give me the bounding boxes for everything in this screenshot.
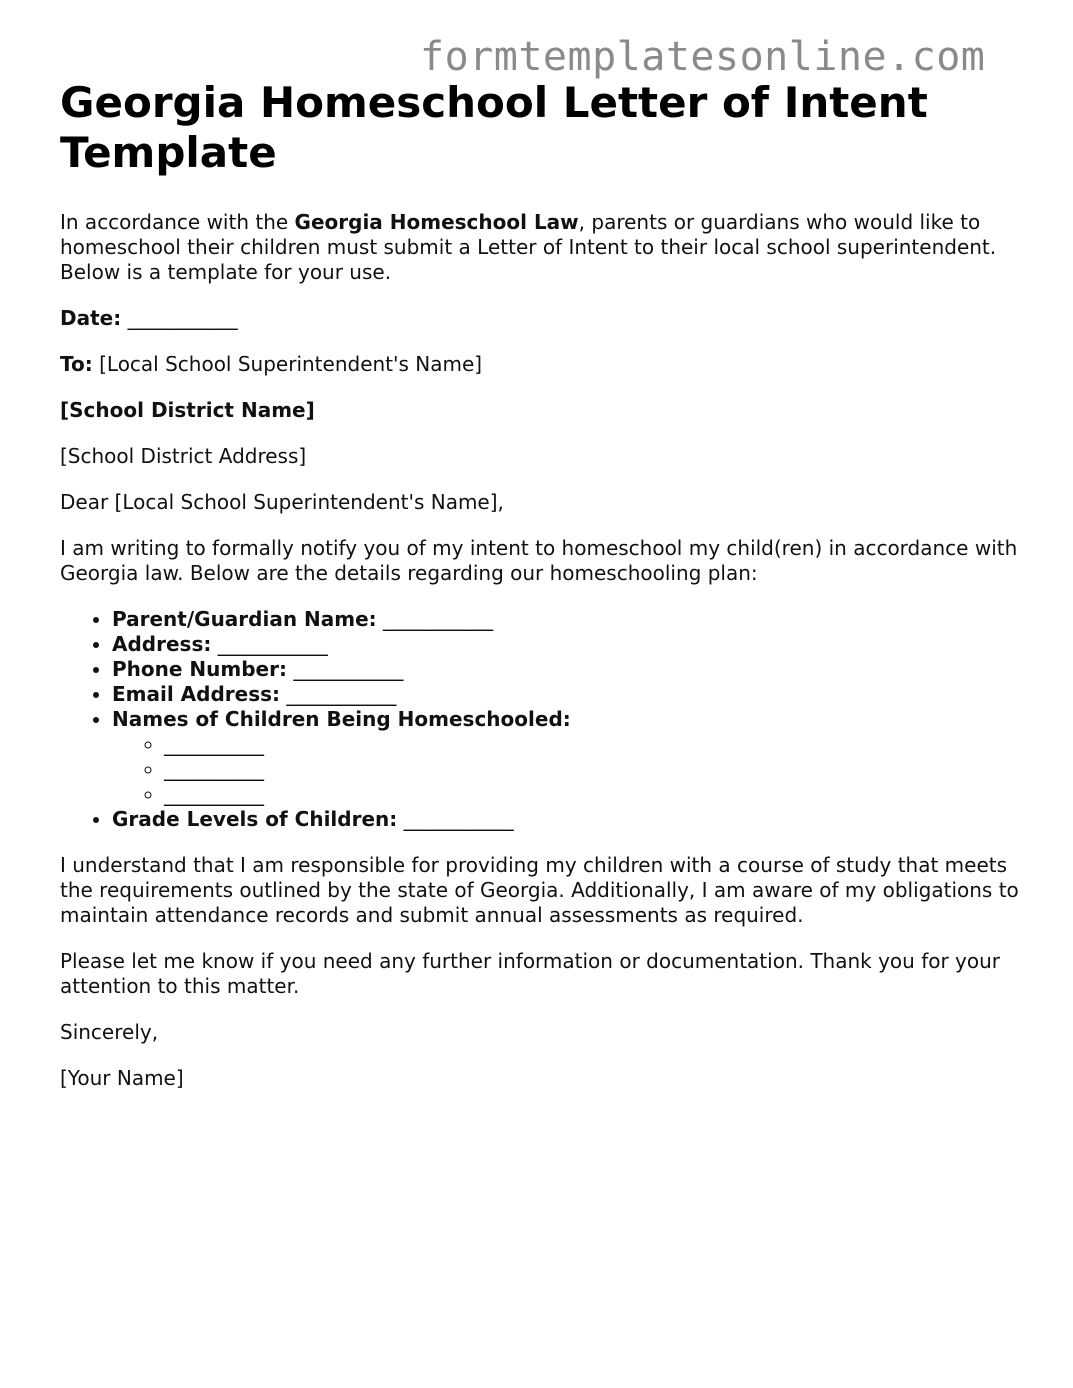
body-paragraph-3: Please let me know if you need any further information or documentation. Thank you for your attention to this matter. xyxy=(60,949,1001,998)
body-paragraph-1: I am writing to formally notify you of my intent to homeschool my child(ren) in accordance with Georgia law. Below are the details regarding our homeschooling plan: xyxy=(60,536,1018,585)
list-item-address xyxy=(112,632,1020,657)
to-value: [Local School Superintendent's Name] xyxy=(99,352,483,376)
intro-after: , parents or guardians who would like to homeschool their children must submit a Letter of Intent to their local school superintendent. Below is a template for your use. xyxy=(60,210,997,284)
child-blank-3: ◦ __________ xyxy=(164,782,1020,807)
child-blank-2: ◦ __________ xyxy=(164,757,1020,782)
list-item-grade xyxy=(112,807,1020,832)
list-item-parent xyxy=(112,607,1020,632)
body-paragraph-2: I understand that I am responsible for providing my children with a course of study that meets the requirements outlined by the state of Georgia. Additionally, I am aware of my obligations to maintain attendance records and submit annual assessments as required. xyxy=(60,853,1019,927)
intro-law: Georgia Homeschool Law xyxy=(294,210,579,234)
date-label: Date: xyxy=(60,306,122,330)
parent-blank: ___________ xyxy=(383,607,494,631)
closing: Sincerely, xyxy=(60,1020,159,1044)
district-name-text: [School District Name] xyxy=(60,398,315,422)
watermark: formtemplatesonline.com xyxy=(420,34,986,80)
list-item-phone xyxy=(112,657,1020,682)
address-label: Address: xyxy=(112,632,212,656)
details-list xyxy=(60,607,1020,832)
email-label: Email Address: xyxy=(112,682,281,706)
address-blank: ___________ xyxy=(217,632,328,656)
date-blank: ___________ xyxy=(127,306,238,330)
parent-label: Parent/Guardian Name: xyxy=(112,607,377,631)
phone-label: Phone Number: xyxy=(112,657,287,681)
to-line xyxy=(60,352,1020,377)
intro-before: In accordance with the xyxy=(60,210,295,234)
phone-blank: ___________ xyxy=(293,657,404,681)
intro-paragraph xyxy=(60,210,1020,285)
salutation: Dear [Local School Superintendent's Name], xyxy=(60,490,504,514)
district-address: [School District Address] xyxy=(60,444,307,468)
document-page xyxy=(60,78,1020,1112)
district-name xyxy=(60,398,1020,423)
document-title: Georgia Homeschool Letter of Intent Template xyxy=(60,78,928,177)
list-item-email xyxy=(112,682,1020,707)
children-label: Names of Children Being Homeschooled: xyxy=(112,707,571,731)
children-sublist xyxy=(112,732,1020,807)
list-item-children xyxy=(112,707,1020,807)
signature: [Your Name] xyxy=(60,1066,184,1090)
grade-blank: ___________ xyxy=(403,807,514,831)
child-blank-1: ◦ __________ xyxy=(164,732,1020,757)
date-line xyxy=(60,306,1020,331)
email-blank: ___________ xyxy=(286,682,397,706)
to-label: To: xyxy=(60,352,93,376)
grade-label: Grade Levels of Children: xyxy=(112,807,398,831)
